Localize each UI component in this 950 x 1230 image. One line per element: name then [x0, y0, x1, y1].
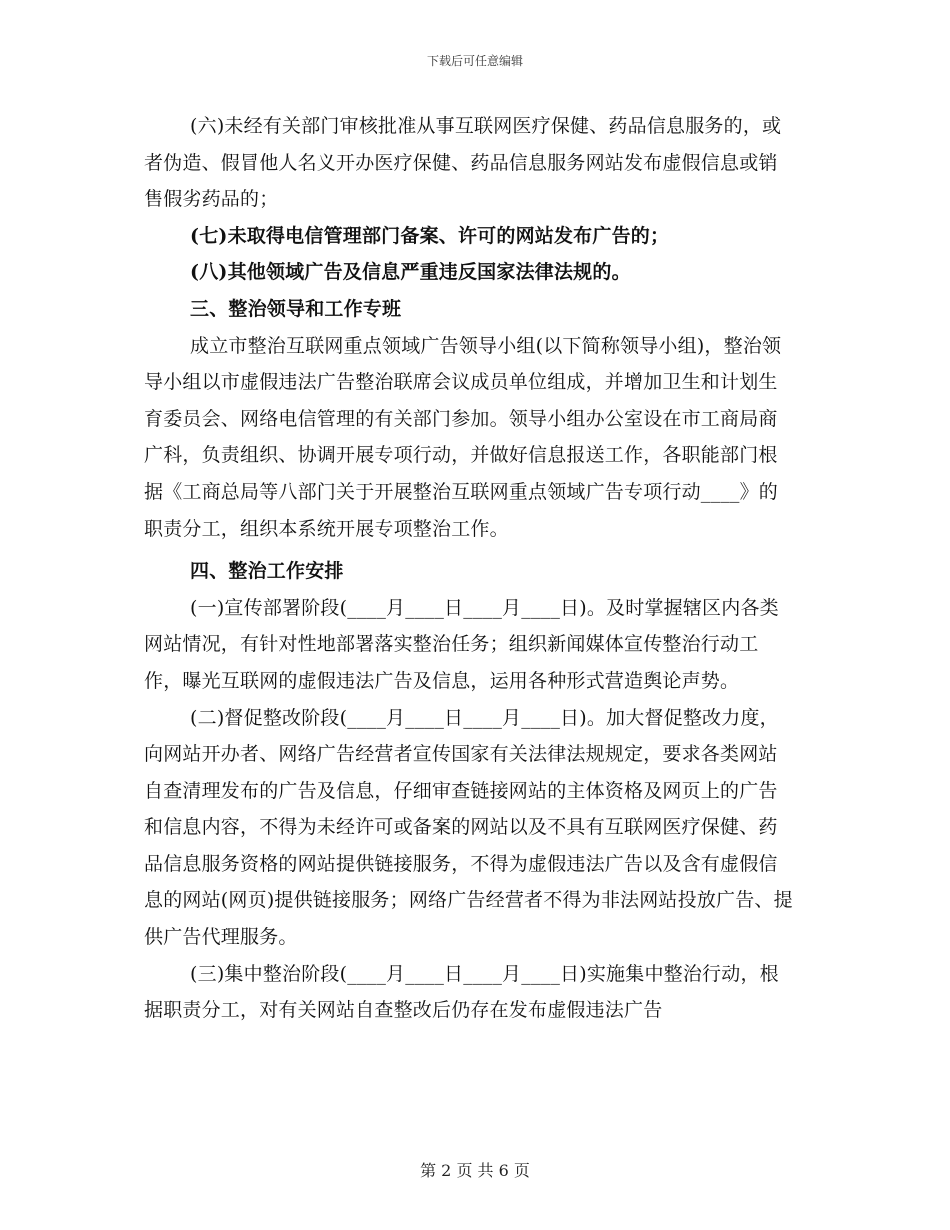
paragraph-item-8: (八)其他领域广告及信息严重违反国家法律法规的。	[190, 261, 631, 284]
section-heading-4: 四、整治工作安排	[190, 560, 344, 583]
paragraph-stage-3: (三)集中整治阶段(____月____日____月____日)实施集中整治行动，根据职责分工，对有关网站自查整改后仍存在发布虚假违法广告	[144, 962, 779, 1022]
paragraph-leadership: 成立市整治互联网重点领域广告领导小组(以下简称领导小组)，整治领导小组以市虚假违法广告整治联席会议成员单位组成，并增加卫生和计划生育委员会、网络电信管理的有关部门参加。领导小组办公室设在市工商局商广科，负责组织、协调开展专项行动，并做好信息报送工作，各职能部门根据《工商总局等八部门关于开展整治互联网重点领域广告专项行动____》的职责分工，组织本系统开展专项整治工作。	[144, 334, 782, 540]
document-body	[144, 108, 794, 1029]
paragraph-item-6: (六)未经有关部门审核批准从事互联网医疗保健、药品信息服务的，或者伪造、假冒他人名义开办医疗保健、药品信息服务网站发布虚假信息或销售假劣药品的；	[144, 115, 782, 211]
paragraph-stage-1: (一)宣传部署阶段(____月____日____月____日)。及时掌握辖区内各类网站情况，有针对性地部署落实整治任务；组织新闻媒体宣传整治行动工作，曝光互联网的虚假违法广告及信息，运用各种形式营造舆论声势。	[144, 596, 779, 692]
page-header: 下载后可任意编辑	[426, 54, 523, 68]
section-heading-3: 三、整治领导和工作专班	[190, 297, 402, 320]
paragraph-item-7: (七)未取得电信管理部门备案、许可的网站发布广告的；	[190, 224, 670, 247]
paragraph-stage-2: (二)督促整改阶段(____月____日____月____日)。加大督促整改力度，向网站开办者、网络广告经营者宣传国家有关法律法规规定，要求各类网站自查清理发布的广告及信息，仔细审查链接网站的主体资格及网页上的广告和信息内容，不得为未经许可或备案的网站以及不具有互联网医疗保健、药品信息服务资格的网站提供链接服务，不得为虚假违法广告以及含有虚假信息的网站(网页)提供链接服务；网络广告经营者不得为非法网站投放广告、提供广告代理服务。	[144, 706, 793, 949]
page-footer: 第 2 页 共 6 页	[420, 1161, 530, 1180]
